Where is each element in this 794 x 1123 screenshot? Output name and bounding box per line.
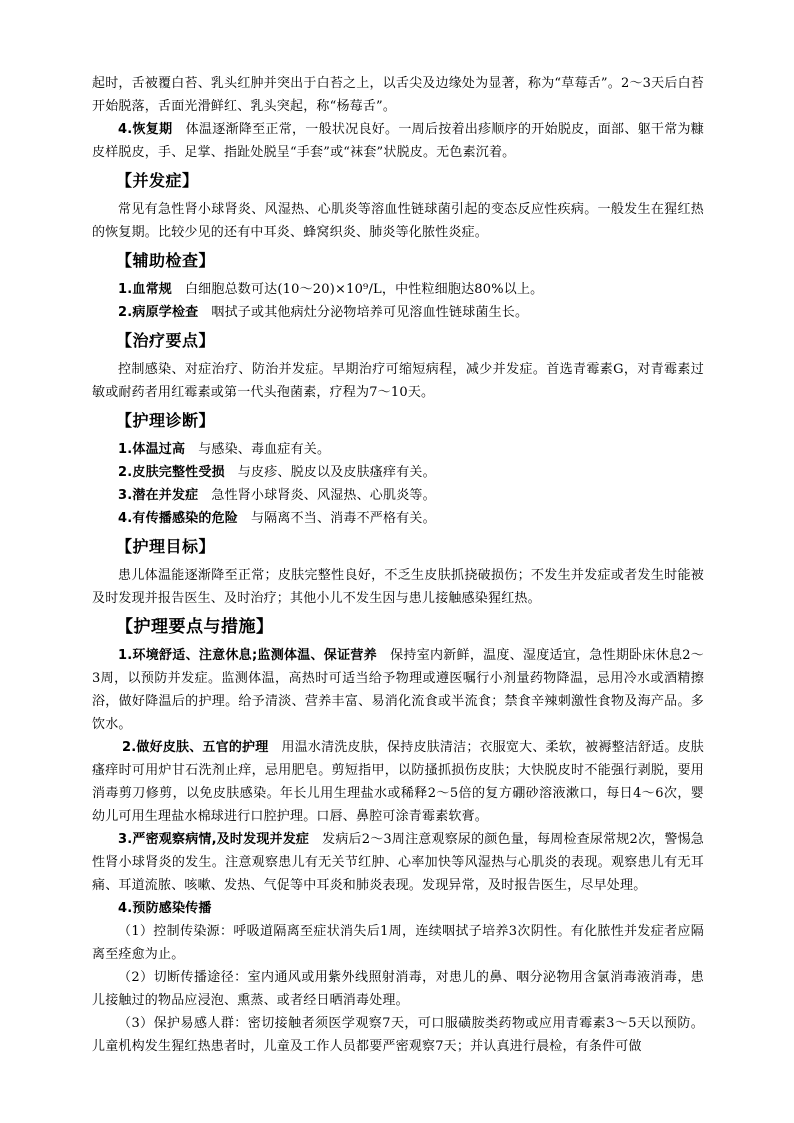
auxiliary-item-2	[92, 301, 704, 324]
prevention-term: 4.预防感染传播	[118, 901, 212, 916]
diagnosis-term-1: 1.体温过高	[118, 442, 186, 457]
goals-heading: 【护理目标】	[116, 537, 216, 556]
measures-heading: 【护理要点与措施】	[116, 617, 274, 637]
auxiliary-term-2: 2.病原学检查	[118, 305, 199, 320]
diagnosis-text-1: 与感染、毒血症有关。	[198, 442, 331, 457]
auxiliary-heading: 【辅助检查】	[116, 251, 216, 270]
diagnosis-heading: 【护理诊断】	[116, 411, 216, 430]
measures-term-1: 1.环境舒适、注意休息;监测体温、保证营养	[118, 648, 377, 663]
diagnosis-term-2: 2.皮肤完整性受损	[118, 465, 225, 480]
measures-item-3	[92, 828, 704, 897]
diagnosis-item-2	[92, 461, 704, 484]
page-content	[92, 72, 704, 1058]
treatment-paragraph: 控制感染、对症治疗、防治并发症。早期治疗可缩短病程，减少并发症。首选青霉素G，对青霉素过敏或耐药者用红霉素或第一代头孢菌素，疗程为7～10天。	[92, 362, 704, 400]
prevention-item-3: （3）保护易感人群：密切接触者须医学观察7天，可口服磺胺类药物或应用青霉素3～5天以预防。儿童机构发生猩红热患者时，儿童及工作人员都要严密观察7天；并认真进行晨检，有条件可做	[92, 1016, 704, 1054]
goals-paragraph: 患儿体温能逐渐降至正常；皮肤完整性良好，不乏生皮肤抓挠破损伤；不发生并发症或者发生时能被及时发现并报告医生、及时治疗；其他小儿不发生因与患儿接触感染猩红热。	[92, 568, 704, 606]
prevention-item-1: （1）控制传染源：呼吸道隔离至症状消失后1周，连续咽拭子培养3次阴性。有化脓性并发症者应隔离至痊愈为止。	[92, 924, 704, 962]
auxiliary-text-1: 白细胞总数可达(10～20)×10⁹/L，中性粒细胞达80%以上。	[184, 282, 544, 297]
recovery-term: 4.恢复期	[118, 122, 173, 137]
tongue-paragraph: 起时，舌被覆白苔、乳头红肿并突出于白苔之上，以舌尖及边缘处为显著，称为“草莓舌”。2～3天后白苔开始脱落，舌面光滑鲜红、乳头突起，称“杨莓舌”。	[92, 76, 704, 114]
measures-term-3: 3.严密观察病情,及时发现并发症	[118, 832, 310, 847]
prevention-title	[92, 897, 704, 920]
auxiliary-term-1: 1.血常规	[118, 282, 172, 297]
recovery-paragraph	[92, 118, 704, 164]
diagnosis-item-4	[92, 507, 704, 530]
measures-item-2	[92, 736, 704, 828]
auxiliary-item-1	[92, 278, 704, 301]
measures-term-2: 2.做好皮肤、五官的护理	[122, 740, 269, 755]
diagnosis-text-2: 与皮疹、脱皮以及皮肤瘙痒有关。	[237, 465, 436, 480]
diagnosis-term-4: 4.有传播感染的危险	[118, 511, 238, 526]
diagnosis-item-3	[92, 484, 704, 507]
prevention-item-2: （2）切断传播途径：室内通风或用紫外线照射消毒，对患儿的鼻、咽分泌物用含氯消毒液消毒，患儿接触过的物品应浸泡、熏蒸、或者经日晒消毒处理。	[92, 970, 704, 1008]
diagnosis-term-3: 3.潜在并发症	[118, 488, 199, 503]
measures-text-3: 发病后2～3周注意观察尿的颜色量，每周检查尿常规2次，警惕急性肾小球肾炎的发生。注意观察患儿有无关节红肿、心率加快等风湿热与心肌炎的表现。观察患儿有无耳痛、耳道流脓、咳嗽、发热、气促等中耳炎和肺炎表现。发现异常，及时报告医生，尽早处理。	[92, 832, 704, 893]
complication-heading: 【并发症】	[116, 171, 199, 190]
recovery-text: 体温逐渐降至正常，一般状况良好。一周后按着出疹顺序的开始脱皮，面部、躯干常为糠皮样脱皮，手、足掌、指趾处脱呈“手套”或“袜套”状脱皮。无色素沉着。	[92, 122, 704, 160]
treatment-heading: 【治疗要点】	[116, 331, 216, 350]
measures-text-1: 保持室内新鲜，温度、湿度适宜，急性期卧床休息2～3周，以预防并发症。监测体温，高热时可适当给予物理或遵医嘱行小剂量药物降温，忌用冷水或酒精擦浴，做好降温后的护理。给予清淡、营养丰富、易消化流食或半流食；禁食辛辣刺激性食物及海产品。多饮水。	[92, 648, 704, 732]
auxiliary-text-2: 咽拭子或其他病灶分泌物培养可见溶血性链球菌生长。	[211, 305, 529, 320]
measures-text-2: 用温水清洗皮肤，保持皮肤清洁；衣服宽大、柔软，被褥整洁舒适。皮肤瘙痒时可用炉甘石洗剂止痒，忌用肥皂。剪短指甲，以防搔抓损伤皮肤；大快脱皮时不能强行剥脱，要用消毒剪刀修剪，以免皮肤感染。年长儿用生理盐水或稀释2～5倍的复方硼砂溶液漱口，每日4～6次，婴幼儿可用生理盐水棉球进行口腔护理。口唇、鼻腔可涂青霉素软膏。	[92, 740, 704, 824]
diagnosis-text-3: 急性肾小球肾炎、风湿热、心肌炎等。	[211, 488, 436, 503]
measures-item-1	[92, 644, 704, 736]
complication-paragraph: 常见有急性肾小球肾炎、风湿热、心肌炎等溶血性链球菌引起的变态反应性疾病。一般发生在猩红热的恢复期。比较少见的还有中耳炎、蜂窝织炎、肺炎等化脓性炎症。	[92, 202, 704, 240]
diagnosis-item-1	[92, 438, 704, 461]
diagnosis-text-4: 与隔离不当、消毒不严格有关。	[250, 511, 436, 526]
